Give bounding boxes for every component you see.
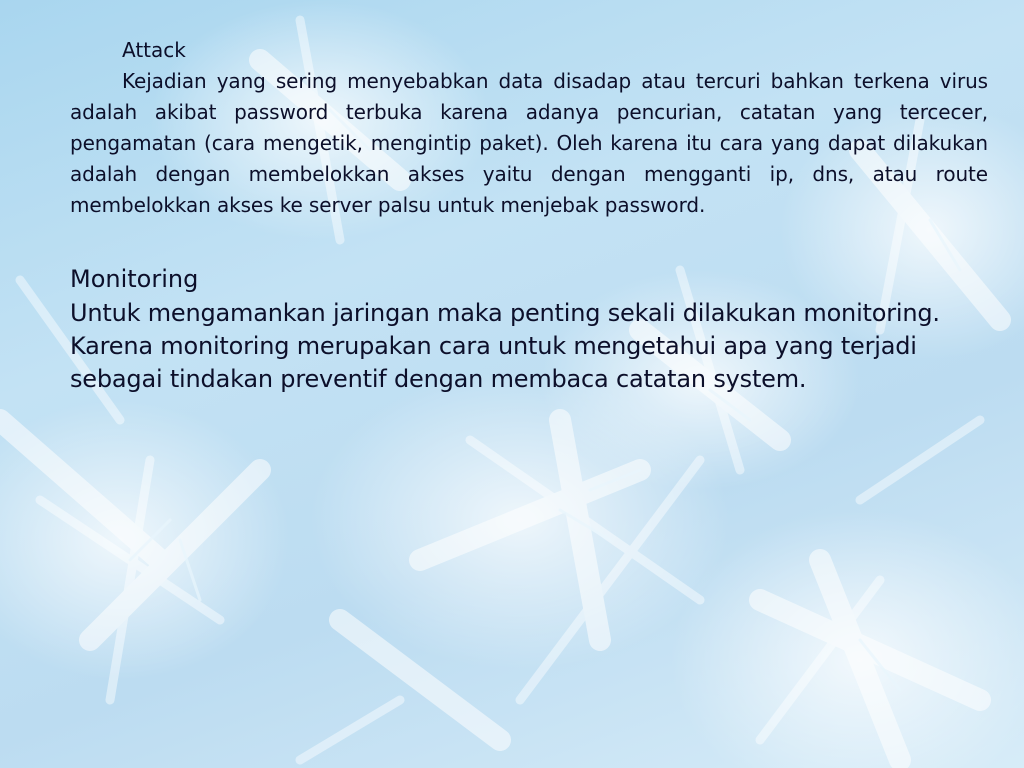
- monitoring-line-2: Karena monitoring merupakan cara untuk mengetahui apa yang terjadi: [70, 332, 917, 360]
- monitoring-heading: Monitoring: [70, 265, 199, 293]
- slide-content: [70, 36, 988, 396]
- attack-paragraph: Kejadian yang sering menyebabkan data disadap atau tercuri bahkan terkena virus adalah akibat password terbuka karena adanya pencurian, catatan yang tercecer, pengamatan (cara mengetik, mengintip paket). Oleh karena itu cara yang dapat dilakukan adalah dengan membelokkan akses yaitu dengan mengganti ip, dns, atau route membelokkan akses ke server palsu untuk menjebak password.: [70, 69, 988, 217]
- monitoring-line-3: sebagai tindakan preventif dengan membaca catatan system.: [70, 365, 807, 393]
- monitoring-line-1: Untuk mengamankan jaringan maka penting sekali dilakukan monitoring.: [70, 299, 940, 327]
- monitoring-paragraph: [70, 297, 988, 396]
- attack-heading: Attack: [122, 38, 186, 62]
